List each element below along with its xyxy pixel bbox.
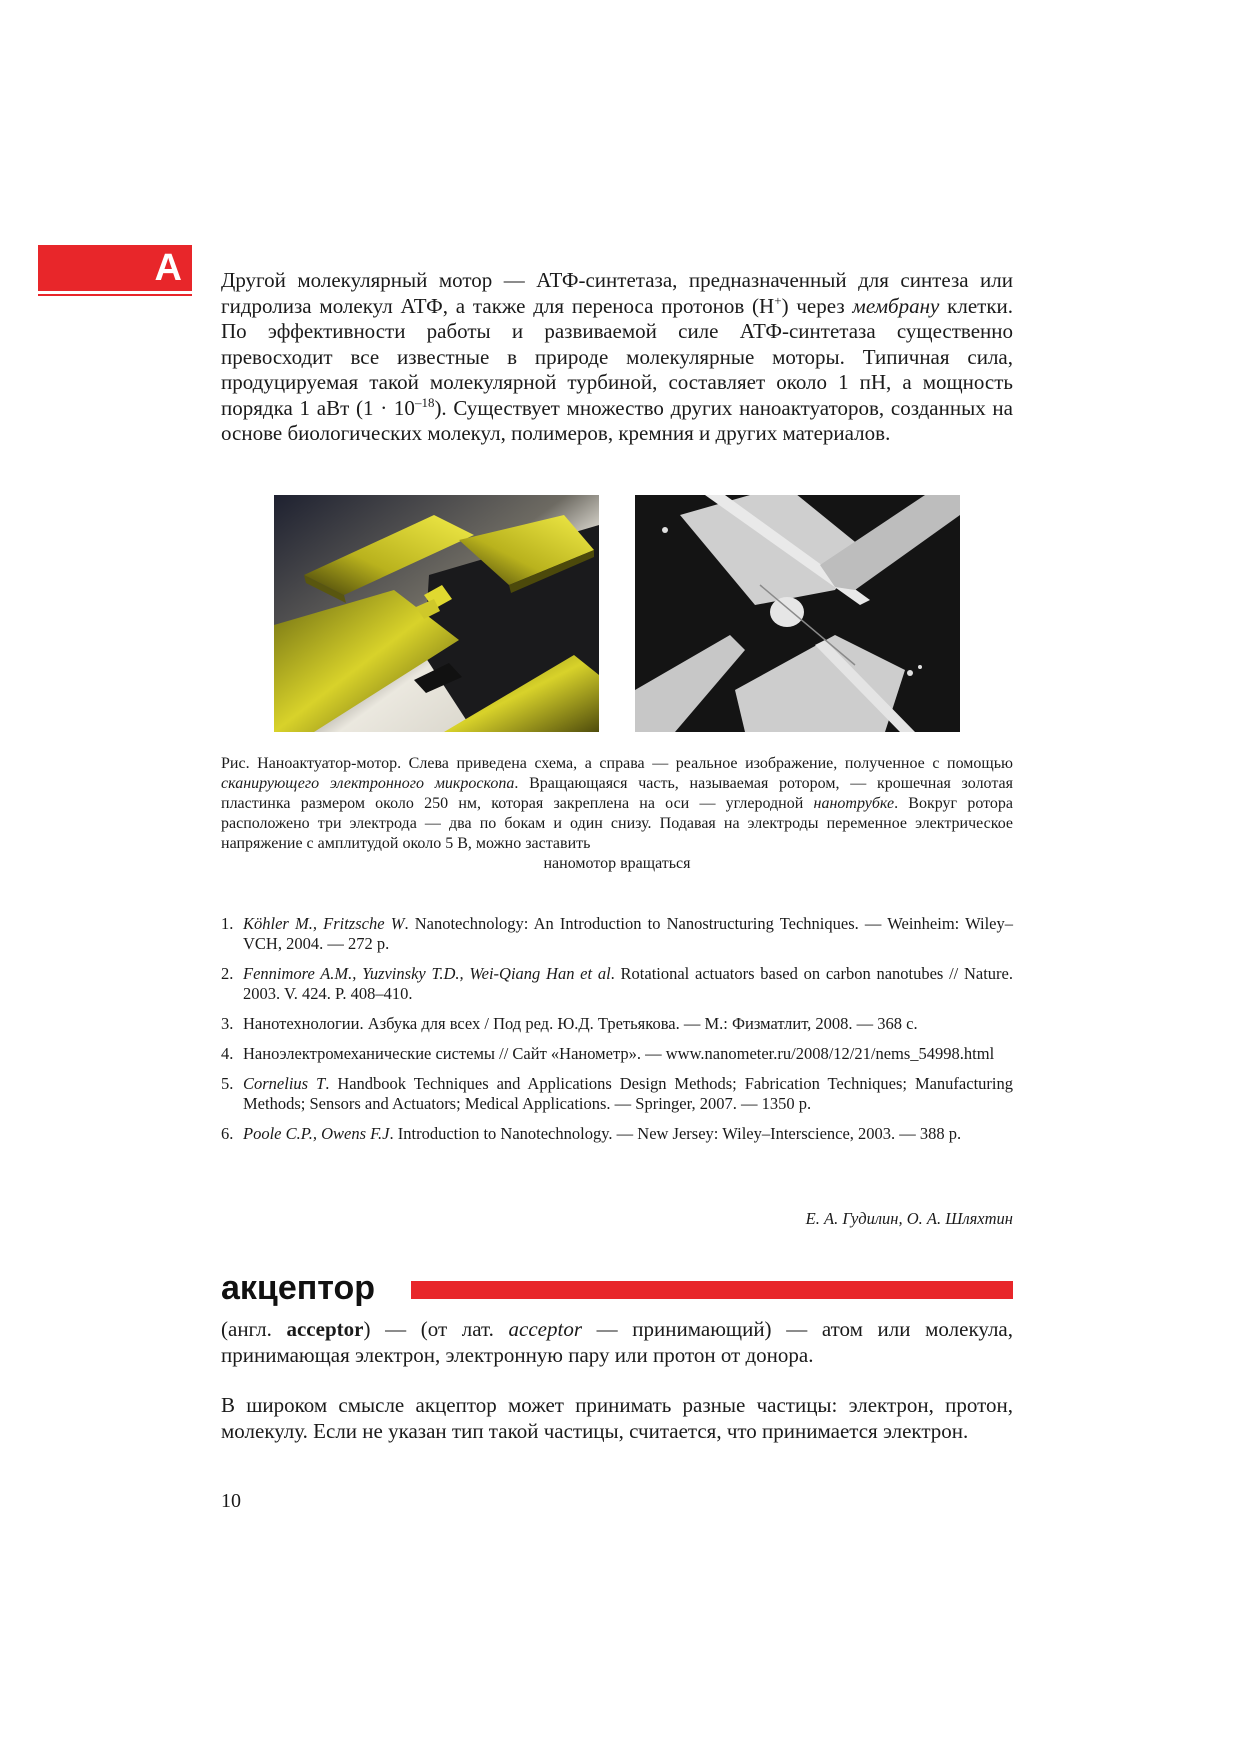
section-letter-tab <box>38 245 192 291</box>
list-item: 5. Cornelius T. Handbook Techniques and Applications Design Methods; Fabrication Techniques; Manufacturing Methods; Sensors and Actuators; Medical Applications. — Springer, 2007. — 1350 p. <box>221 1074 1013 1113</box>
figure-caption: Рис. Наноактуатор-мотор. Слева приведена схема, а справа — реальное изображение, полученное с помощью сканирующего электронного микроскопа. Вращающаяся часть, называемая ротором, — крошечная золотая пластинка размером около 250 нм, которая закреплена на оси — углеродной нанотрубке. Вокруг ротора расположено три электрода — два по бокам и один снизу. Подавая на электроды переменное электрическое напряжение с амплитудой около 5 В, можно заставить наномотор вращаться <box>221 755 1013 872</box>
term-paragraph: В широком смысле акцептор может принимать разные частицы: электрон, протон, молекулу. Если не указан тип такой частицы, считается, что принимается электрон. <box>221 1393 1013 1443</box>
references-list <box>221 914 1013 1154</box>
nanotube-link[interactable]: нанотрубке <box>813 795 895 812</box>
sem-link[interactable]: сканирующего электронного микроскопа <box>221 775 515 792</box>
intro-paragraph: Другой молекулярный мотор — АТФ-синтетаза, предназначенный для синтеза или гидролиза молекул АТФ, а также для переноса протонов (H+) через мембрану клетки. По эффективности работы и развиваемой силе АТФ-синтетаза существенно превосходит все известные в природе молекулярные моторы. Типичная сила, продуцируемая такой молекулярной турбиной, составляет около 1 пН, а мощность порядка 1 аВт $(1 \cdot 10^{-18})$. Существует множество других наноактуаторов, созданных на основе биологических молекул, полимеров, кремния и других материалов. <box>221 268 1014 445</box>
term-heading-bar <box>411 1281 1013 1299</box>
figure-schematic-image <box>274 495 599 732</box>
page-number: 10 <box>221 1490 241 1512</box>
caption-last-line: наномотор вращаться <box>543 855 691 872</box>
list-item: 2. Fennimore A.M., Yuzvinsky T.D., Wei-Qiang Han et al. Rotational actuators based on carbon nanotubes // Nature. 2003. V. 424. P. 408–410. <box>221 964 1014 1003</box>
article-authors: Е. А. Гудилин, О. А. Шляхтин <box>805 1209 1013 1228</box>
term-title: акцептор <box>221 1269 376 1307</box>
list-item: 4. Наноэлектромеханические системы // Сайт «Нанометр». — www.nanometer.ru/2008/12/21/nems_54998.html <box>221 1044 995 1063</box>
section-letter: A <box>154 247 182 289</box>
nanometer-url-link[interactable]: Наноэлектромеханические системы // Сайт «Нанометр». — www.nanometer.ru/2008/12/21/nems_54998.html <box>243 1044 995 1063</box>
list-item: 1. Köhler M., Fritzsche W. Nanotechnology: An Introduction to Nanostructuring Techniques. — Weinheim: Wiley–VCH, 2004. — 272 p. <box>221 914 1014 953</box>
list-item: 6. Poole C.P., Owens F.J. Introduction to Nanotechnology. — New Jersey: Wiley–Interscience, 2003. — 388 p. <box>221 1124 962 1143</box>
list-item: 3. Нанотехнологии. Азбука для всех / Под ред. Ю.Д. Третьякова. — М.: Физматлит, 2008. — 368 с. <box>221 1014 918 1033</box>
membrane-link[interactable]: мембрану <box>852 293 940 318</box>
figure-sem-image <box>635 495 960 732</box>
intro-paragraph-block <box>221 268 1013 447</box>
term-definition: (англ. acceptor) — (от лат. acceptor — принимающий) — атом или молекула, принимающая электрон, электронную пару или протон от донора. <box>221 1317 1013 1367</box>
term-heading <box>221 1266 1013 1310</box>
figure-images <box>274 495 960 732</box>
section-letter-underline <box>38 294 192 296</box>
